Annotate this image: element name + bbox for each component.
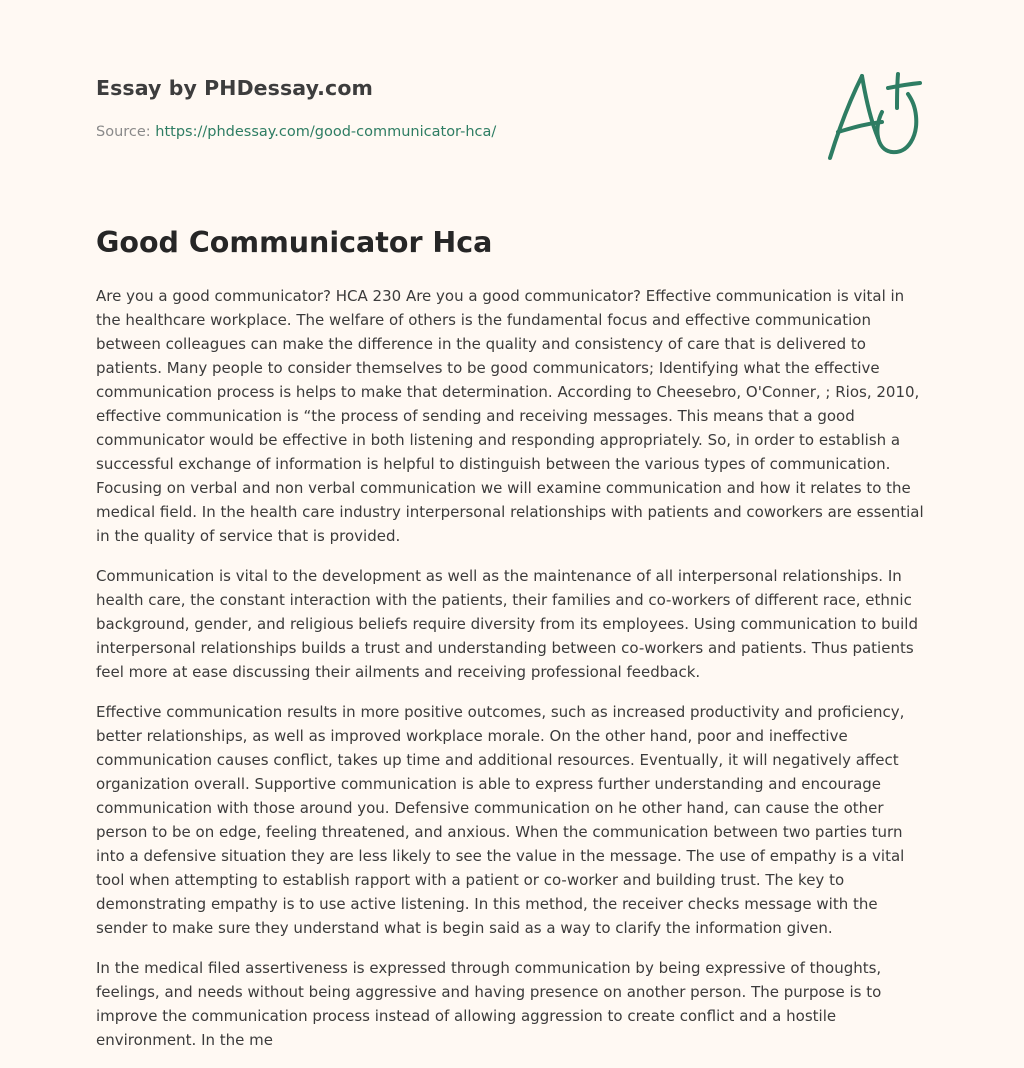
- site-title: Essay by PHDessay.com: [96, 76, 373, 100]
- essay-paragraph: In the medical filed assertiveness is expressed through communication by being expressive of thoughts, feelings, and needs without being aggressive and having presence on another person. The purpose is to improve the communication process instead of allowing aggression to create conflict and a hostile environment. In the me: [96, 959, 882, 1049]
- a-plus-grade-icon: [822, 66, 930, 166]
- source-line: [96, 124, 496, 140]
- source-link[interactable]: https://phdessay.com/good-communicator-hca/: [155, 124, 497, 140]
- essay-paragraph: Communication is vital to the development as well as the maintenance of all interpersonal relationships. In health care, the constant interaction with the patients, their families and co-workers of different race, ethnic background, gender, and religious beliefs require diversity from its employees. Using communication to build interpersonal relationships builds a trust and understanding between co-workers and patients. Thus patients feel more at ease discussing their ailments and receiving professional feedback.: [96, 567, 918, 681]
- essay-paragraph: Are you a good communicator? HCA 230 Are you a good communicator? Effective communication is vital in the healthcare workplace. The welfare of others is the fundamental focus and effective communication between colleagues can make the difference in the quality and consistency of care that is delivered to patients. Many people to consider themselves to be good communicators; Identifying what the effective communication process is helps to make that determination. According to Cheesebro, O'Conner, ; Rios, 2010, effective communication is “the process of sending and receiving messages. This means that a good communicator would be effective in both listening and responding appropriately. So, in order to establish a successful exchange of information is helpful to distinguish between the various types of communication. Focusing on verbal and non verbal communication we will examine communication and how it relates to the medical field. In the health care industry interpersonal relationships with patients and coworkers are essential in the quality of service that is provided.: [96, 287, 924, 545]
- essay-title: Good Communicator Hca: [96, 226, 493, 259]
- source-label: Source:: [96, 124, 156, 140]
- essay-body: [96, 284, 932, 1068]
- essay-paragraph: Effective communication results in more positive outcomes, such as increased productivity and proficiency, better relationships, as well as improved workplace morale. On the other hand, poor and ineffective communication causes conflict, takes up time and additional resources. Eventually, it will negatively affect organization overall. Supportive communication is able to express further understanding and encourage communication with those around you. Defensive communication on he other hand, can cause the other person to be on edge, feeling threatened, and anxious. When the communication between two parties turn into a defensive situation they are less likely to see the value in the message. The use of empathy is a vital tool when attempting to establish rapport with a patient or co-worker and building trust. The key to demonstrating empathy is to use active listening. In this method, the receiver checks message with the sender to make sure they understand what is begin said as a way to clarify the information given.: [96, 703, 905, 937]
